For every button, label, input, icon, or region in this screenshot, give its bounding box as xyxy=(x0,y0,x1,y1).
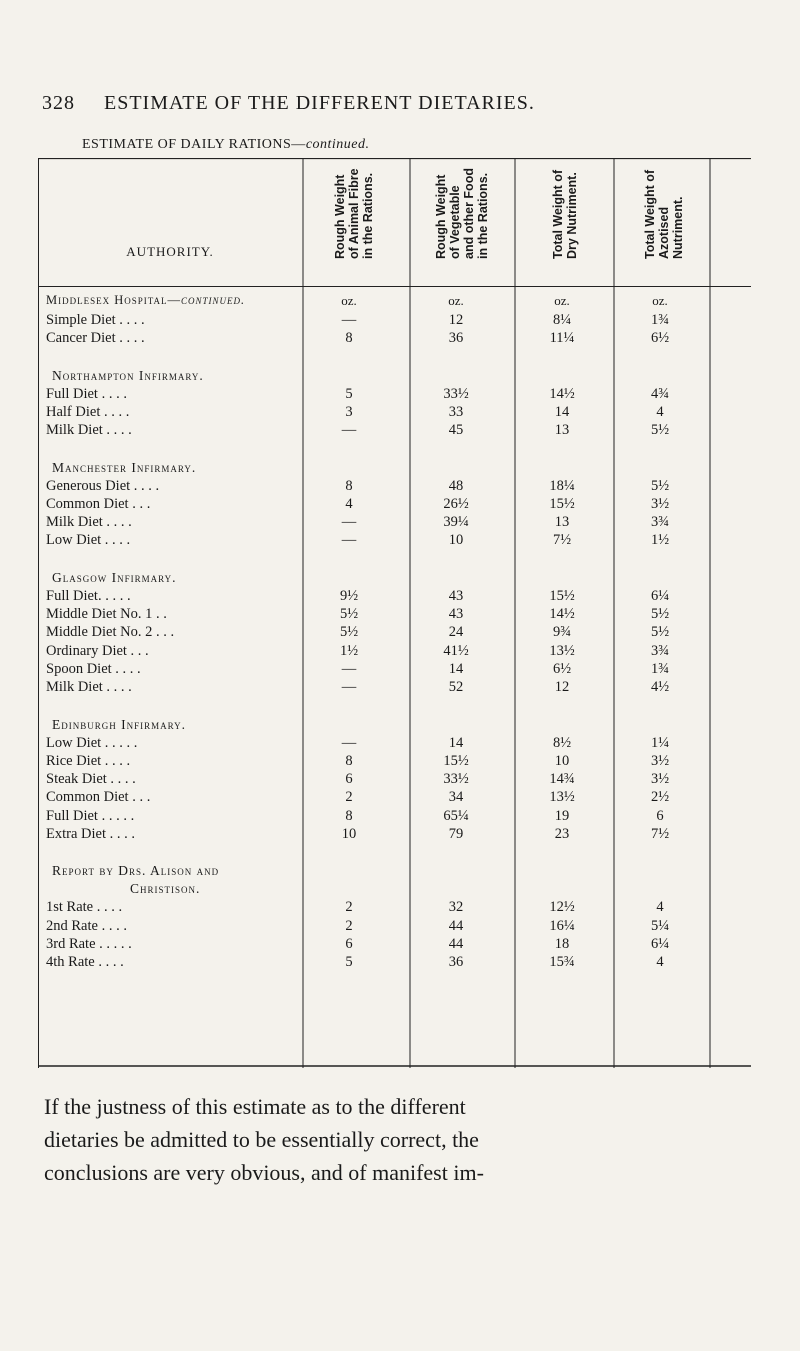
table-row xyxy=(38,532,751,552)
table-cell: 5½ xyxy=(650,606,670,622)
group-header: Northampton Infirmary. xyxy=(52,367,204,383)
table-cell: 39¼ xyxy=(443,514,469,531)
table-cell: 2 xyxy=(345,789,353,806)
table-cell: 24 xyxy=(448,624,464,641)
table-cell: 33½ xyxy=(443,385,469,402)
table-cell: 15½ xyxy=(549,587,575,604)
table-cell: 8½ xyxy=(552,734,572,751)
table-caption xyxy=(82,137,370,153)
table-cell: — xyxy=(341,532,357,549)
table-cell: 13½ xyxy=(549,642,575,659)
table-cell: 4½ xyxy=(650,679,670,696)
table-cell: 7½ xyxy=(552,532,572,549)
row-label: Common Diet . . . xyxy=(46,495,151,512)
table-row xyxy=(38,936,751,956)
table-cell: — xyxy=(341,514,357,531)
table-cell: 43 xyxy=(448,606,464,622)
table-cell: 1¼ xyxy=(650,734,670,751)
row-label: 4th Rate . . . . xyxy=(46,954,124,971)
row-label: Ordinary Diet . . . xyxy=(46,642,149,659)
paragraph-line: If the justness of this estimate as to the different xyxy=(44,1094,466,1119)
table-cell: 48 xyxy=(448,477,464,494)
table-cell: 18 xyxy=(554,935,570,952)
row-label: Half Diet . . . . xyxy=(46,403,130,420)
table-row xyxy=(38,735,751,755)
table-cell: 16¼ xyxy=(549,917,575,934)
table-cell: 19 xyxy=(554,807,570,824)
rations-table xyxy=(38,158,751,1068)
row-label: Common Diet . . . xyxy=(46,789,151,806)
row-label: Low Diet . . . . xyxy=(46,532,131,549)
table-row xyxy=(38,478,751,498)
table-cell: 79 xyxy=(448,826,464,842)
table-cell: 1½ xyxy=(650,532,670,549)
table-cell: 36 xyxy=(448,954,464,971)
row-label: Extra Diet . . . . xyxy=(46,826,135,842)
page-number: 328 xyxy=(42,92,75,114)
row-label: Full Diet . . . . xyxy=(46,385,127,402)
table-cell: 14½ xyxy=(549,385,575,402)
unit-label: oz. xyxy=(652,293,668,308)
table-row xyxy=(38,404,751,424)
row-label: Middle Diet No. 2 . . . xyxy=(46,624,175,641)
table-cell: 6¼ xyxy=(650,587,670,604)
table-row xyxy=(38,386,751,406)
table-cell: 44 xyxy=(448,935,464,952)
group-header: Christison. xyxy=(130,881,201,897)
column-header-dry-nutriment: Total Weight of Dry Nutriment. xyxy=(551,169,579,259)
table-cell: 33½ xyxy=(443,771,469,788)
running-header xyxy=(42,92,742,115)
table-cell: — xyxy=(341,312,357,328)
table-row xyxy=(38,496,751,516)
table-cell: 13½ xyxy=(549,789,575,806)
table-cell: 5½ xyxy=(650,422,670,439)
table-cell: — xyxy=(341,422,357,439)
group-header: Edinburgh Infirmary. xyxy=(52,716,187,732)
table-cell: — xyxy=(341,660,357,677)
table-row xyxy=(38,918,751,938)
table-cell: 6½ xyxy=(650,330,670,347)
paragraph-line: conclusions are very obvious, and of manifest im- xyxy=(44,1160,484,1185)
row-label: Cancer Diet . . . . xyxy=(46,330,145,347)
table-row xyxy=(38,422,751,442)
table-cell: 32 xyxy=(448,899,464,916)
row-label: Simple Diet . . . . xyxy=(46,312,145,328)
table-cell: 5½ xyxy=(339,624,359,641)
table-row xyxy=(38,954,751,974)
table-cell: 3¾ xyxy=(650,514,670,531)
table-row xyxy=(38,771,751,791)
table-cell: 8 xyxy=(345,752,353,769)
table-caption-italic: continued. xyxy=(305,137,370,152)
table-cell: 14 xyxy=(448,660,464,677)
group-header-text: Middlesex Hospital— xyxy=(46,293,182,307)
table-cell: 52 xyxy=(448,679,464,696)
table-row xyxy=(38,312,751,332)
table-cell: 4 xyxy=(656,403,664,420)
table-cell: — xyxy=(341,679,357,696)
table-cell: 1¾ xyxy=(650,312,670,328)
table-cell: 43 xyxy=(448,587,464,604)
table-cell: 3½ xyxy=(650,752,670,769)
table-cell: 8¼ xyxy=(552,312,572,328)
group-header: Glasgow Infirmary. xyxy=(52,569,177,585)
group-header xyxy=(46,293,245,308)
column-header-vegetable-food: Rough Weight of Vegetable and other Food in the Rations. xyxy=(434,168,490,259)
table-cell: 65¼ xyxy=(443,807,469,824)
column-header-animal-fibre: Rough Weight of Animal Fibre in the Rations. xyxy=(333,168,375,259)
row-label: Steak Diet . . . . xyxy=(46,771,136,788)
table-cell: 13 xyxy=(554,514,570,531)
table-cell: 14 xyxy=(448,734,464,751)
table-cell: 14¾ xyxy=(549,771,575,788)
column-header-azotised-nutriment: Total Weight of Azotised Nutriment. xyxy=(643,169,685,259)
table-cell: 23 xyxy=(554,826,570,842)
table-cell: 4 xyxy=(656,954,664,971)
table-cell: 26½ xyxy=(443,495,469,512)
table-cell: 36 xyxy=(448,330,464,347)
table-row xyxy=(38,808,751,828)
table-row xyxy=(38,789,751,809)
row-label: Full Diet . . . . . xyxy=(46,807,135,824)
group-header: Manchester Infirmary. xyxy=(52,459,197,475)
table-cell: 15½ xyxy=(443,752,469,769)
table-row xyxy=(38,588,751,608)
table-row xyxy=(38,330,751,350)
table-row xyxy=(38,606,751,626)
row-label: Rice Diet . . . . xyxy=(46,752,131,769)
unit-label: oz. xyxy=(554,293,570,308)
table-cell: 18¼ xyxy=(549,477,575,494)
row-label: 2nd Rate . . . . xyxy=(46,917,127,934)
unit-label: oz. xyxy=(341,293,357,308)
table-cell: 12 xyxy=(448,312,464,328)
table-row xyxy=(38,899,751,919)
row-label: 3rd Rate . . . . . xyxy=(46,935,132,952)
table-caption-text: ESTIMATE OF DAILY RATIONS— xyxy=(82,137,306,152)
table-cell: 5 xyxy=(345,954,353,971)
table-row xyxy=(38,679,751,699)
table-cell: 5½ xyxy=(650,477,670,494)
group-header: Report by Drs. Alison and xyxy=(52,863,220,879)
table-row xyxy=(38,624,751,644)
row-label: Generous Diet . . . . xyxy=(46,477,160,494)
table-row xyxy=(38,753,751,773)
table-cell: 10 xyxy=(554,752,570,769)
table-cell: 33 xyxy=(448,403,464,420)
table-cell: 5 xyxy=(345,385,353,402)
row-label: Spoon Diet . . . . xyxy=(46,660,141,677)
table-cell: 9½ xyxy=(339,587,359,604)
table-cell: 45 xyxy=(448,422,464,439)
table-cell: 6 xyxy=(656,807,664,824)
row-label: Low Diet . . . . . xyxy=(46,734,138,751)
table-cell: 3½ xyxy=(650,771,670,788)
unit-label: oz. xyxy=(448,293,464,308)
row-label: 1st Rate . . . . xyxy=(46,899,123,916)
row-label: Milk Diet . . . . xyxy=(46,422,132,439)
table-cell: 6¼ xyxy=(650,935,670,952)
table-cell: 2 xyxy=(345,899,353,916)
table-cell: 15½ xyxy=(549,495,575,512)
table-cell: 7½ xyxy=(650,826,670,842)
table-cell: 1½ xyxy=(339,642,359,659)
row-label: Middle Diet No. 1 . . xyxy=(46,606,167,622)
table-cell: 34 xyxy=(448,789,464,806)
table-cell: 5½ xyxy=(650,624,670,641)
table-cell: 9¾ xyxy=(552,624,572,641)
table-cell: 10 xyxy=(341,826,357,842)
table-cell: 8 xyxy=(345,477,353,494)
table-cell: 12 xyxy=(554,679,570,696)
table-row xyxy=(38,661,751,681)
table-cell: 15¾ xyxy=(549,954,575,971)
table-cell: 14 xyxy=(554,403,570,420)
table-cell: 1¾ xyxy=(650,660,670,677)
table-cell: 4¾ xyxy=(650,385,670,402)
table-cell: 8 xyxy=(345,807,353,824)
table-cell: 3 xyxy=(345,403,353,420)
table-cell: 11¼ xyxy=(549,330,575,347)
paragraph-line: dietaries be admitted to be essentially correct, the xyxy=(44,1127,479,1152)
table-cell: 5½ xyxy=(339,606,359,622)
row-label: Milk Diet . . . . xyxy=(46,514,132,531)
table-cell: 44 xyxy=(448,917,464,934)
table-row xyxy=(38,514,751,534)
table-cell: 3½ xyxy=(650,495,670,512)
table-cell: 4 xyxy=(656,899,664,916)
body-paragraph xyxy=(44,1090,744,1189)
table-cell: 6½ xyxy=(552,660,572,677)
table-cell: 2 xyxy=(345,917,353,934)
authority-column-header: AUTHORITY. xyxy=(126,244,214,259)
table-cell: 13 xyxy=(554,422,570,439)
group-header-italic: continued. xyxy=(181,293,246,307)
table-cell: 6 xyxy=(345,771,353,788)
table-cell: 3¾ xyxy=(650,642,670,659)
table-cell: 14½ xyxy=(549,606,575,622)
table-cell: 41½ xyxy=(443,642,469,659)
running-title: ESTIMATE OF THE DIFFERENT DIETARIES. xyxy=(104,92,535,114)
row-label: Milk Diet . . . . xyxy=(46,679,132,696)
row-label: Full Diet. . . . . xyxy=(46,587,131,604)
table-row xyxy=(38,826,751,846)
table-cell: 6 xyxy=(345,935,353,952)
table-cell: — xyxy=(341,734,357,751)
table-cell: 12½ xyxy=(549,899,575,916)
table-cell: 4 xyxy=(345,495,353,512)
table-cell: 8 xyxy=(345,330,353,347)
table-row xyxy=(38,643,751,663)
table-cell: 5¼ xyxy=(650,917,670,934)
table-cell: 2½ xyxy=(650,789,670,806)
group-header-row xyxy=(38,293,751,313)
table-cell: 10 xyxy=(448,532,464,549)
